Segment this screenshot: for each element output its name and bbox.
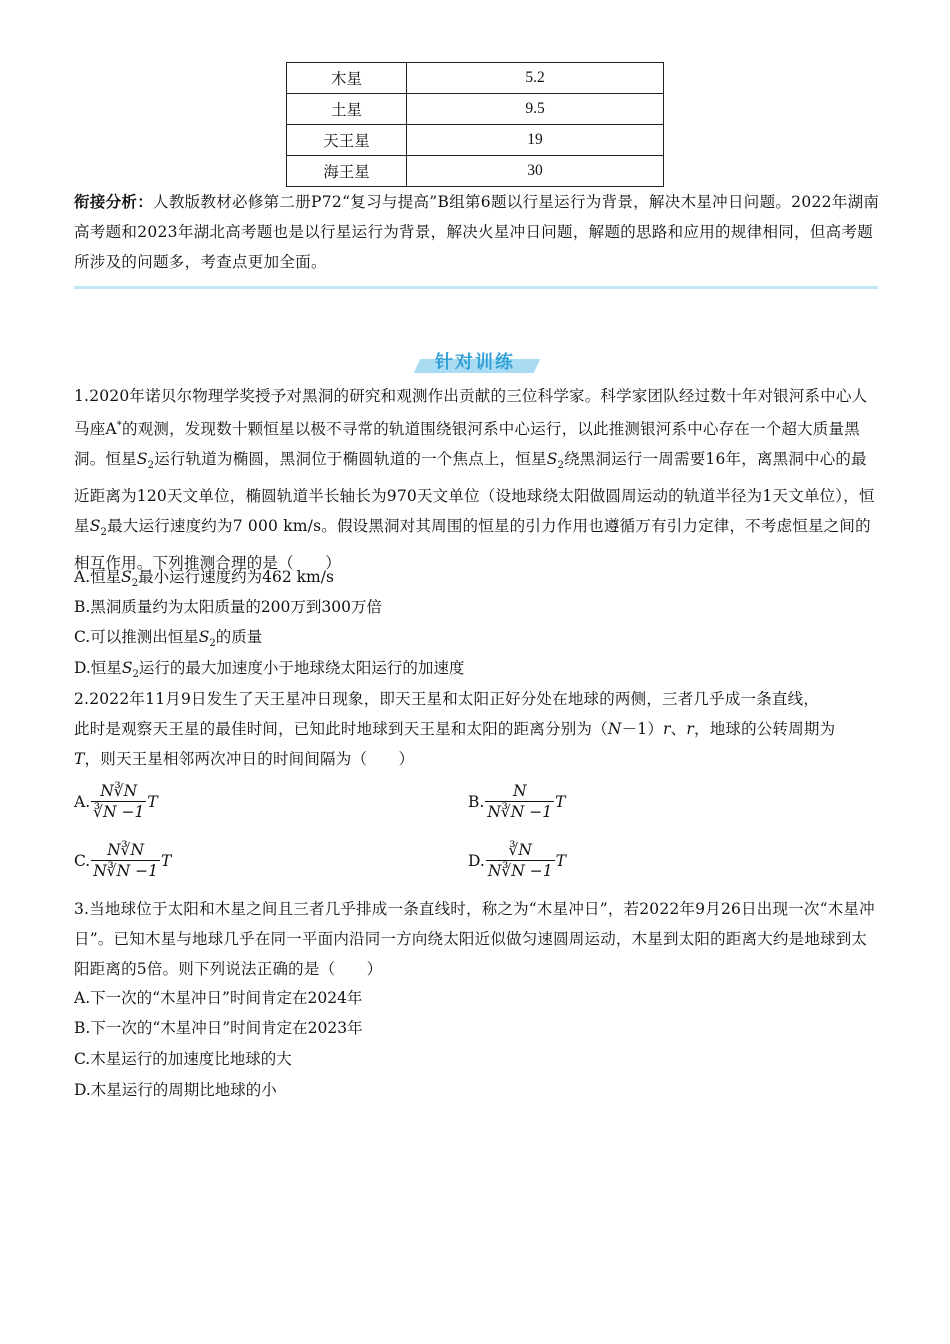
planet-value-cell: 30 bbox=[407, 156, 664, 187]
option-text: D.恒星 bbox=[74, 659, 122, 677]
symbol-t: T bbox=[147, 792, 158, 811]
q3-text: 3.当地球位于太阳和木星之间且三者几乎排成一条直线时，称之为“木星冲日”，若2022年9月26日出现一次“木星冲日”。已知木星与地球几乎在同一平面内沿同一方向绕太阳近似做匀速圆周运动，木星到太阳的距离大约是地球到太阳距离的5倍。则下列说法正确的是（ ） bbox=[74, 900, 875, 978]
fraction-denominator: ∛N −1 bbox=[93, 803, 145, 821]
star-subscript: 2 bbox=[131, 578, 139, 590]
q1-text-2: 的观测，发现数十颗恒星以极不寻常的轨道围绕银河系中心运行，以此推测银河系中心存在一个超大质量黑洞。恒星 bbox=[74, 420, 860, 469]
fraction-numerator: ∛N bbox=[508, 841, 532, 859]
planet-value-cell: 5.2 bbox=[407, 63, 664, 94]
planet-name-cell: 天王星 bbox=[287, 125, 407, 156]
q1-text-4: 绕黑洞运行一周需要16年，离黑洞中心的最近距离为120天文单位，椭圆轨道半长轴长为970天文单位（设地球绕太阳做圆周运动的轨道半径为1天文单位），恒星 bbox=[74, 450, 875, 536]
analysis-label: 衔接分析： bbox=[74, 193, 154, 211]
option-text: D.木星运行的周期比地球的小 bbox=[74, 1081, 277, 1099]
q1-superscript: * bbox=[116, 420, 122, 431]
table-row bbox=[287, 63, 664, 94]
star-symbol: S bbox=[121, 659, 133, 677]
analysis-paragraph bbox=[74, 187, 880, 277]
question-2 bbox=[74, 684, 880, 774]
option-text: B.下一次的“木星冲日”时间肯定在2023年 bbox=[74, 1019, 363, 1037]
q2-text-6: ，则天王星相邻两次冲日的时间间隔为（ ） bbox=[84, 750, 415, 768]
table-row bbox=[287, 156, 664, 187]
symbol-t: T bbox=[555, 851, 566, 870]
planet-name-cell: 海王星 bbox=[287, 156, 407, 187]
q1-text-1: 1.2020年诺贝尔物理学奖授予对黑洞的研究和观测作出贡献的三位科学家。科学家团队经过数十年对银河系中心人马座A bbox=[74, 387, 868, 439]
option-text: A.下一次的“木星冲日”时间肯定在2024年 bbox=[74, 989, 363, 1007]
star-subscript: 2 bbox=[132, 669, 139, 681]
q2-option-b[interactable] bbox=[468, 782, 565, 821]
star-subscript: 2 bbox=[147, 460, 155, 472]
option-text: 的质量 bbox=[215, 628, 263, 646]
planet-value-cell: 19 bbox=[407, 125, 664, 156]
q3-option-c[interactable] bbox=[74, 1044, 292, 1074]
option-text: B.黑洞质量约为太阳质量的200万到300万倍 bbox=[74, 598, 382, 616]
table-row bbox=[287, 125, 664, 156]
option-text: 运行的最大加速度小于地球绕太阳运行的加速度 bbox=[138, 659, 465, 677]
q2-text-3: －1） bbox=[621, 720, 664, 738]
option-text: C.可以推测出恒星 bbox=[74, 628, 199, 646]
planet-name-cell: 土星 bbox=[287, 94, 407, 125]
planet-value-cell: 9.5 bbox=[407, 94, 664, 125]
star-subscript: 2 bbox=[209, 638, 216, 650]
q2-option-c[interactable] bbox=[74, 841, 171, 880]
option-label: B. bbox=[468, 792, 485, 811]
planet-distance-table bbox=[286, 62, 664, 187]
symbol-r: r bbox=[686, 720, 694, 738]
star-symbol: S bbox=[198, 628, 210, 646]
question-1 bbox=[74, 381, 880, 578]
q1-text-5: 最大运行速度约为7 000 km/s。假设黑洞对其周围的恒星的引力作用也遵循万有引力定律，不考虑恒星之间的相互作用。下列推测合理的是（ ） bbox=[74, 517, 871, 573]
option-label: C. bbox=[74, 851, 91, 870]
q1-option-b[interactable] bbox=[74, 592, 382, 622]
fraction bbox=[91, 782, 146, 821]
q2-text-4: 、 bbox=[670, 720, 687, 738]
star-subscript: 2 bbox=[100, 527, 108, 539]
table-row bbox=[287, 94, 664, 125]
option-text: A.恒星 bbox=[74, 568, 122, 586]
option-label: D. bbox=[468, 851, 485, 870]
q2-option-a[interactable] bbox=[74, 782, 158, 821]
q3-option-b[interactable] bbox=[74, 1013, 363, 1043]
star-symbol: S bbox=[89, 517, 101, 536]
star-symbol: S bbox=[121, 568, 132, 586]
symbol-r: r bbox=[663, 720, 671, 738]
option-text: 最小运行速度约为462 km/s bbox=[138, 568, 334, 586]
star-subscript: 2 bbox=[557, 460, 565, 472]
q3-option-d[interactable] bbox=[74, 1075, 277, 1105]
option-label: A. bbox=[74, 792, 91, 811]
q2-text-5: ，地球的公转周期为 bbox=[694, 720, 836, 738]
star-symbol: S bbox=[136, 450, 148, 469]
fraction-denominator: N∛N −1 bbox=[487, 803, 553, 821]
q2-text-1: 2.2022年11月9日发生了天王星冲日现象，即天王星和太阳正好分处在地球的两侧，三者几乎成一条直线， bbox=[74, 690, 820, 708]
q2-text-2: 此时是观察天王星的最佳时间，已知此时地球到天王星和太阳的距离分别为（ bbox=[74, 720, 608, 738]
fraction bbox=[485, 782, 554, 821]
fraction-denominator: N∛N −1 bbox=[487, 862, 553, 880]
q3-option-a[interactable] bbox=[74, 983, 362, 1013]
fraction-numerator: N∛N bbox=[107, 841, 145, 859]
option-text: C.木星运行的加速度比地球的大 bbox=[74, 1050, 292, 1068]
section-heading-text: 针对训练 bbox=[435, 352, 515, 373]
q2-option-d[interactable] bbox=[468, 841, 566, 880]
star-symbol: S bbox=[546, 450, 558, 469]
symbol-t: T bbox=[555, 792, 566, 811]
question-3 bbox=[74, 894, 880, 984]
section-heading bbox=[415, 348, 540, 378]
analysis-text: 人教版教材必修第二册P72“复习与提高”B组第6题以行星运行为背景，解决木星冲日问题。2022年湖南高考题和2023年湖北高考题也是以行星运行为背景，解决火星冲日问题，解题的思路和应用的规律相同，但高考题所涉及的问题多，考查点更加全面。 bbox=[74, 193, 880, 271]
planet-name-cell: 木星 bbox=[287, 63, 407, 94]
fraction-numerator: N bbox=[512, 782, 527, 800]
q1-text-3: 运行轨道为椭圆，黑洞位于椭圆轨道的一个焦点上，恒星 bbox=[154, 450, 547, 469]
fraction-denominator: N∛N −1 bbox=[93, 862, 159, 880]
fraction bbox=[486, 841, 555, 880]
symbol-t: T bbox=[74, 750, 85, 768]
symbol-t: T bbox=[161, 851, 172, 870]
section-divider bbox=[74, 286, 878, 289]
symbol-n: N bbox=[607, 720, 622, 738]
fraction-numerator: N∛N bbox=[100, 782, 138, 800]
fraction bbox=[91, 841, 160, 880]
